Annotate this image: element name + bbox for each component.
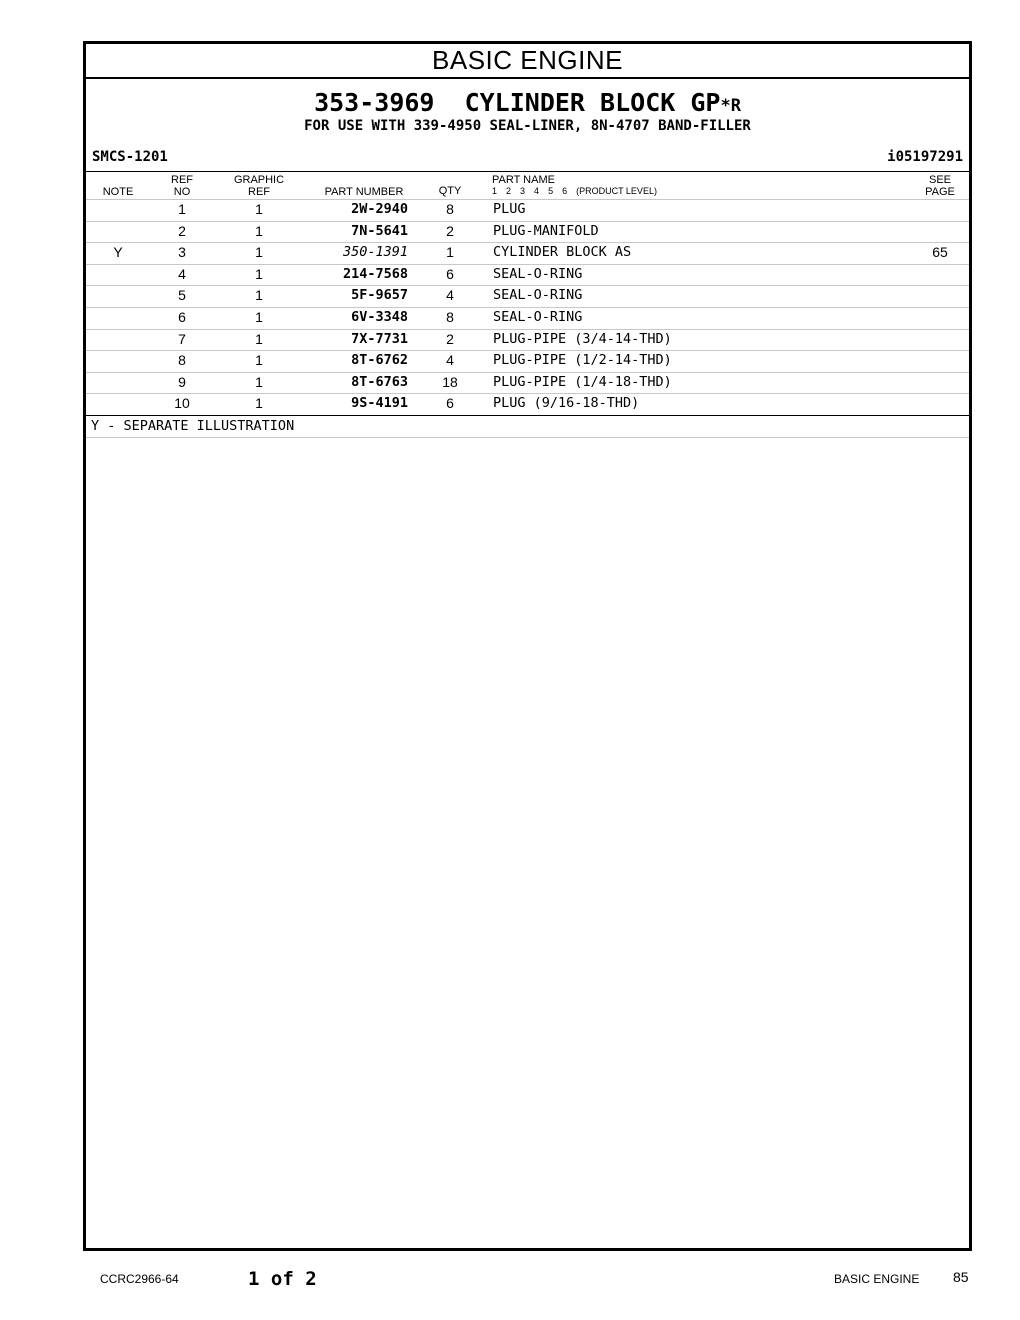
part-name-cell: SEAL-O-RING	[493, 287, 583, 304]
table-row	[86, 350, 969, 372]
table-row	[86, 221, 969, 243]
graphic-ref-cell: 1	[255, 265, 263, 282]
title-suffix: *R	[720, 96, 741, 116]
level-5: 5	[548, 186, 554, 196]
graphic-ref-cell: 1	[255, 373, 263, 390]
ref-no-cell: 1	[178, 201, 186, 217]
table-row	[86, 242, 969, 264]
qty-cell: 8	[446, 309, 454, 325]
header-ref-bottom: NO	[173, 186, 191, 198]
part-name-cell: SEAL-O-RING	[493, 309, 583, 325]
table-row	[86, 307, 969, 329]
graphic-ref-cell: 1	[255, 244, 263, 261]
title-main: 353-3969 CYLINDER BLOCK GP	[314, 88, 721, 117]
part-name-cell: PLUG-PIPE (3/4-14-THD)	[493, 330, 672, 347]
table-row	[86, 329, 969, 351]
section-title: BASIC ENGINE	[86, 44, 969, 79]
qty-cell: 6	[446, 265, 454, 282]
ref-no-cell: 2	[178, 222, 186, 239]
part-number-cell: 8T-6762	[351, 352, 408, 369]
part-name-cell: PLUG-MANIFOLD	[493, 222, 599, 239]
header-product-levels	[492, 186, 666, 196]
page-title	[86, 88, 969, 121]
graphic-ref-cell: 1	[255, 395, 263, 412]
part-number-cell: 350-1391	[342, 244, 408, 261]
ref-no-cell: 4	[178, 265, 186, 282]
part-number-cell: 5F-9657	[351, 287, 408, 304]
qty-cell: 2	[446, 330, 454, 347]
table-row	[86, 372, 969, 394]
ref-no-cell: 6	[178, 309, 186, 325]
header-graphic-bottom: REF	[248, 186, 270, 198]
qty-cell: 2	[446, 222, 454, 239]
part-name-cell: SEAL-O-RING	[493, 265, 583, 282]
graphic-ref-cell: 1	[255, 222, 263, 239]
graphic-ref-cell: 1	[255, 201, 263, 217]
footer-page-number: 85	[953, 1269, 969, 1285]
table-row	[86, 393, 969, 415]
graphic-ref-cell: 1	[255, 330, 263, 347]
part-number-cell: 214-7568	[342, 265, 408, 282]
ref-no-cell: 9	[178, 373, 186, 390]
header-note: NOTE	[102, 186, 134, 198]
qty-cell: 6	[446, 395, 454, 412]
part-name-cell: PLUG (9/16-18-THD)	[493, 395, 640, 412]
footnote-rule	[86, 437, 969, 438]
page-frame	[83, 41, 972, 1251]
note-cell: Y	[113, 244, 123, 261]
header-part-number: PART NUMBER	[324, 186, 404, 198]
illustration-id: i05197291	[887, 149, 963, 165]
header-ref-top: REF	[171, 174, 193, 186]
ref-no-cell: 8	[178, 352, 186, 369]
graphic-ref-cell: 1	[255, 352, 263, 369]
qty-cell: 18	[442, 373, 458, 390]
level-4: 4	[534, 186, 540, 196]
qty-cell: 1	[446, 244, 454, 261]
footer-code: CCRC2966-64	[100, 1272, 179, 1286]
part-number-cell: 7X-7731	[351, 330, 408, 347]
ref-no-cell: 10	[174, 395, 190, 412]
part-name-cell: PLUG-PIPE (1/4-18-THD)	[493, 373, 672, 390]
header-qty: QTY	[438, 185, 462, 197]
ref-no-cell: 3	[178, 244, 186, 261]
ref-no-cell: 5	[178, 287, 186, 304]
table-row	[86, 199, 969, 221]
part-number-cell: 6V-3348	[351, 309, 408, 325]
footer-section: BASIC ENGINE	[834, 1272, 920, 1286]
level-2: 2	[506, 186, 512, 196]
header-see-bottom: PAGE	[925, 186, 955, 198]
part-number-cell: 7N-5641	[351, 222, 408, 239]
see-page-cell: 65	[932, 244, 948, 261]
header-part-name: PART NAME	[492, 174, 555, 186]
qty-cell: 8	[446, 201, 454, 217]
part-name-cell: PLUG	[493, 201, 526, 217]
level-3: 3	[520, 186, 526, 196]
product-level-label: (PRODUCT LEVEL)	[576, 186, 657, 196]
part-name-cell: PLUG-PIPE (1/2-14-THD)	[493, 352, 672, 369]
part-name-cell: CYLINDER BLOCK AS	[493, 244, 632, 261]
part-number-cell: 9S-4191	[351, 395, 408, 412]
header-see-top: SEE	[928, 174, 951, 186]
qty-cell: 4	[446, 352, 454, 369]
graphic-ref-cell: 1	[255, 309, 263, 325]
qty-cell: 4	[446, 287, 454, 304]
part-number-cell: 8T-6763	[351, 373, 408, 390]
table-row	[86, 285, 969, 307]
part-number-cell: 2W-2940	[351, 201, 408, 217]
header-top-rule	[86, 171, 969, 172]
ref-no-cell: 7	[178, 330, 186, 347]
graphic-ref-cell: 1	[255, 287, 263, 304]
page-subtitle: FOR USE WITH 339-4950 SEAL-LINER, 8N-4707 BAND-FILLER	[304, 118, 751, 134]
level-1: 1	[492, 186, 498, 196]
footer-page-of: 1 of 2	[248, 1268, 317, 1290]
level-6: 6	[562, 186, 568, 196]
table-row	[86, 264, 969, 286]
footnote: Y - SEPARATE ILLUSTRATION	[91, 418, 295, 434]
header-graphic-top: GRAPHIC	[233, 174, 285, 186]
smcs-code: SMCS-1201	[92, 149, 168, 165]
